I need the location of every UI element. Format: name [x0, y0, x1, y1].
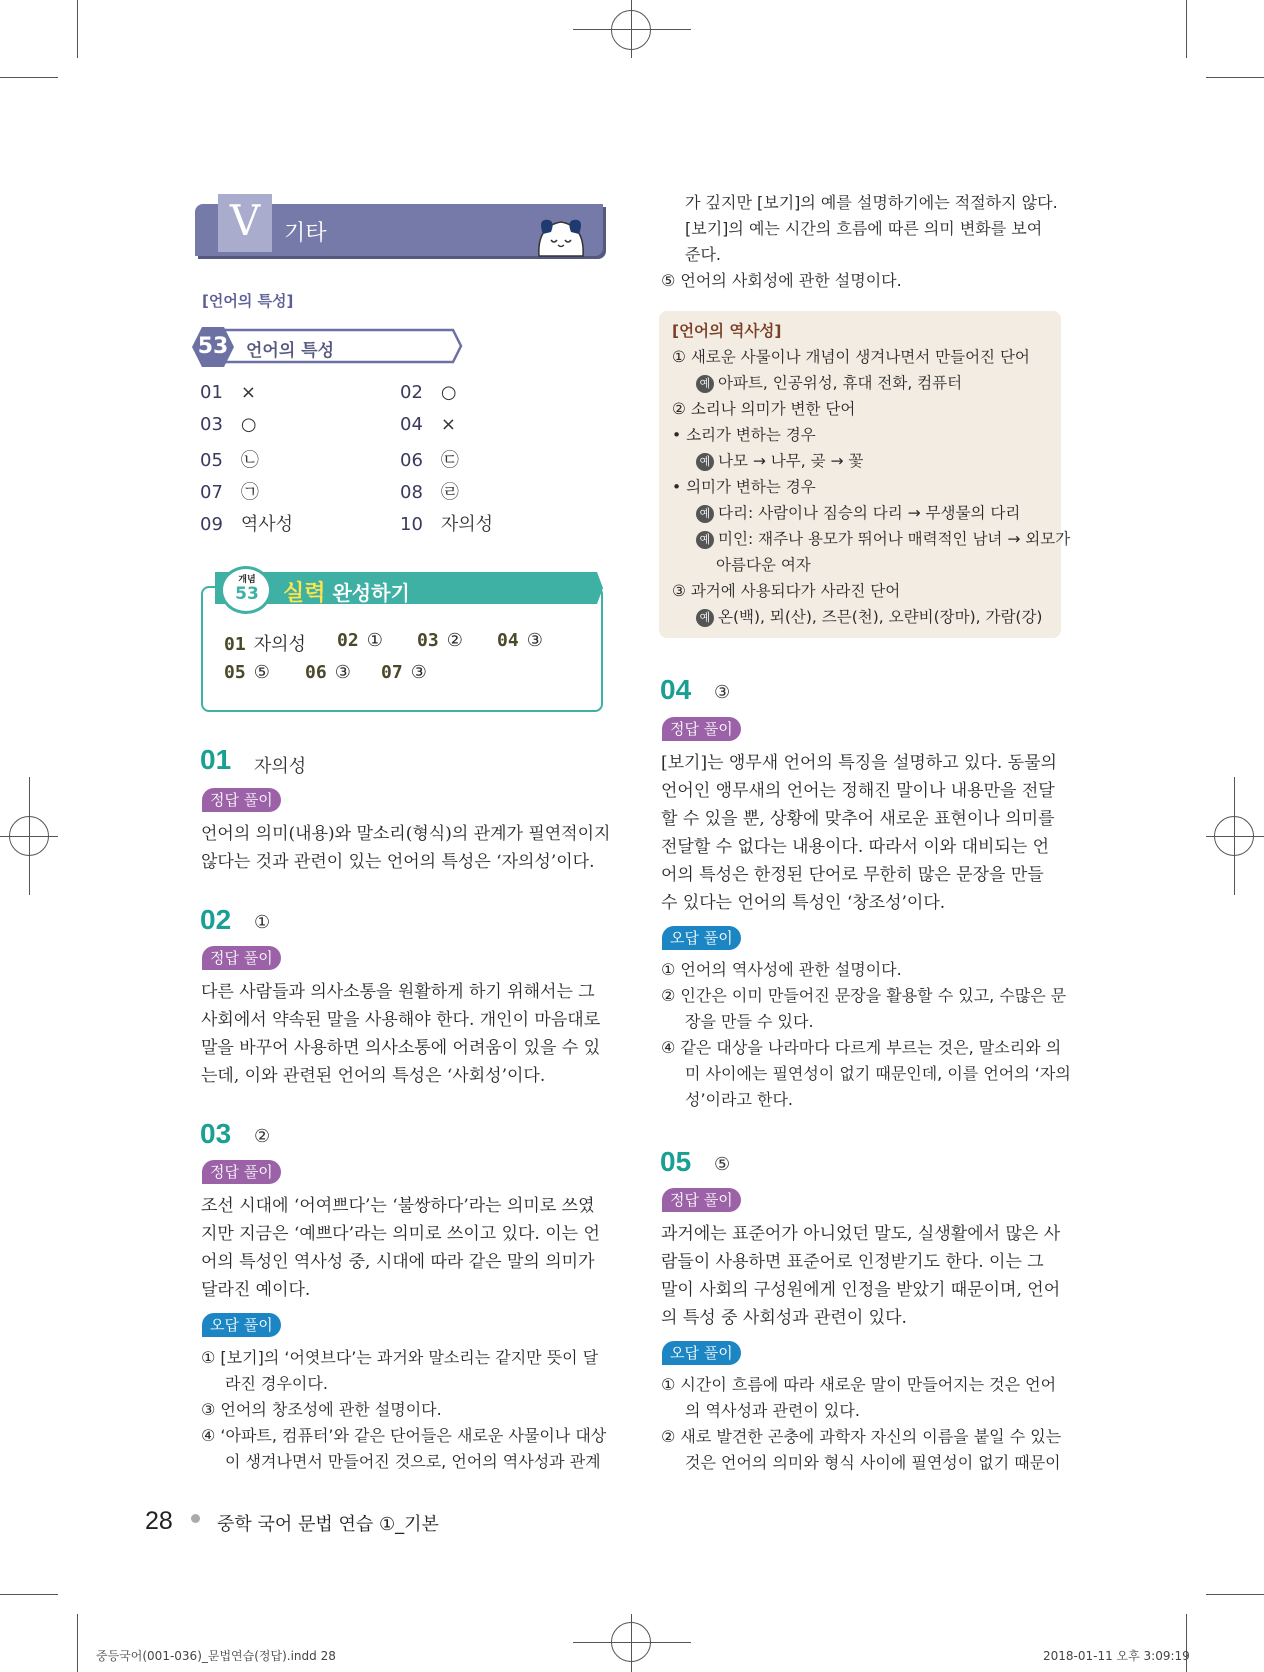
text-line: 어의 특성인 역사성 중, 시대에 따라 같은 말의 의미가 [201, 1252, 595, 1272]
text-line: ⑤ 언어의 사회성에 관한 설명이다. [661, 271, 902, 290]
question-answer: 자의성 [254, 756, 307, 777]
question-number: 03 [200, 1118, 232, 1149]
text-line: ④ ‘아파트, 컴퓨터’와 같은 단어들은 새로운 사물이나 대상 [201, 1426, 607, 1445]
info-line: ② 소리나 의미가 변한 단어 [672, 400, 856, 418]
text-line: 언어의 의미(내용)와 말소리(형식)의 관계가 필연적이지 [201, 824, 611, 844]
answer-number: 01 [200, 382, 223, 403]
answer-number: 04 [400, 414, 423, 435]
example-mark-icon: 예 [696, 609, 714, 627]
question-answer: ① [254, 912, 271, 933]
footer-bullet [191, 1514, 200, 1523]
example-mark-icon: 예 [696, 531, 714, 549]
answer-item [200, 510, 293, 536]
text-line: ① 시간이 흐름에 따라 새로운 말이 만들어지는 것은 언어 [661, 1375, 1057, 1394]
practice-answer-number: 01 [224, 634, 246, 655]
practice-title [283, 576, 410, 607]
text-line: 전달할 수 없다는 내용이다. 따라서 이와 대비되는 언 [661, 837, 1050, 857]
text-line: 가 깊지만 [보기]의 예를 설명하기에는 적절하지 않다. [685, 193, 1058, 212]
question-answer: ⑤ [714, 1154, 731, 1175]
answer-value: 역사성 [240, 514, 294, 535]
info-line: 아름다운 여자 [716, 556, 811, 574]
correct-explanation [201, 978, 600, 1090]
wrong-explanation-label: 오답 풀이 [662, 926, 741, 950]
chapter-title: 기타 [284, 221, 327, 246]
registration-circle [611, 10, 651, 50]
correct-explanation [201, 1192, 600, 1304]
answer-value: × [440, 414, 456, 435]
answer-value: ㉠ [240, 482, 259, 503]
text-line: 말을 바꾸어 사용하면 의사소통에 어려움이 있을 수 있 [201, 1038, 601, 1058]
answer-number: 09 [200, 514, 223, 535]
text-line: 다른 사람들과 의사소통을 원활하게 하기 위해서는 그 [201, 982, 595, 1002]
text-line: 언어인 앵무새의 언어는 정해진 말이나 내용만을 전달 [661, 781, 1055, 801]
answer-number: 08 [400, 482, 423, 503]
practice-answer-value: ③ [334, 662, 351, 683]
info-line: ① 새로운 사물이나 개념이 생겨나면서 만들어진 단어 [672, 348, 1030, 366]
answer-item [200, 478, 259, 504]
practice-answer-value: ③ [410, 662, 427, 683]
correct-explanation-label: 정답 풀이 [662, 717, 741, 741]
answer-value: ○ [240, 414, 257, 435]
text-line: 장을 만들 수 있다. [685, 1012, 814, 1031]
question-number: 02 [200, 904, 232, 935]
crop-mark [77, 1614, 78, 1672]
wrong-explanation-continued [661, 190, 1058, 294]
crop-mark [1186, 0, 1187, 58]
text-line: 달라진 예이다. [201, 1280, 311, 1300]
text-line: 조선 시대에 ‘어여쁘다’는 ‘불쌍하다’라는 의미로 쓰였 [201, 1196, 595, 1216]
practice-answer-value: ③ [526, 630, 543, 651]
info-line [672, 604, 1070, 630]
text-line: 할 수 있을 뿐, 상황에 맞추어 새로운 표현이나 의미를 [661, 809, 1055, 829]
answer-item [400, 478, 459, 504]
practice-answer-item [381, 662, 427, 683]
practice-answer-item [224, 662, 270, 683]
text-line: 것은 언어의 의미와 형식 사이에 필연성이 없기 때문이 [685, 1453, 1061, 1472]
text-line: 어의 특성은 한정된 단어로 무한히 많은 문장을 만들 [661, 865, 1044, 885]
practice-answer-value: 자의성 [253, 634, 306, 655]
text-line: 과거에는 표준어가 아니었던 말도, 실생활에서 많은 사 [661, 1224, 1061, 1244]
info-line-text: 아파트, 인공위성, 휴대 전화, 컴퓨터 [718, 374, 963, 392]
correct-explanation-label: 정답 풀이 [662, 1188, 741, 1212]
answer-value: ㉢ [440, 450, 459, 471]
mascot-icon [533, 212, 589, 258]
answer-number: 06 [400, 450, 423, 471]
correct-explanation-label: 정답 풀이 [202, 946, 281, 970]
registration-circle [1214, 816, 1254, 856]
crop-mark [1206, 1594, 1264, 1595]
text-line: 성’이라고 한다. [685, 1090, 793, 1109]
concept-title: 언어의 특성 [246, 341, 335, 361]
correct-explanation [661, 1220, 1060, 1332]
answer-item [400, 446, 459, 472]
practice-answer-number: 03 [417, 630, 439, 651]
info-box-content [672, 318, 1070, 630]
wrong-explanation [661, 957, 1071, 1113]
wrong-explanation [201, 1345, 606, 1475]
text-line: 않다는 것과 관련이 있는 언어의 특성은 ‘자의성’이다. [201, 852, 595, 872]
text-line: 라진 경우이다. [225, 1374, 328, 1393]
practice-answer-number: 04 [497, 630, 519, 651]
answer-value: 자의성 [440, 514, 494, 535]
answer-number: 03 [200, 414, 223, 435]
info-line [672, 448, 1070, 474]
practice-answer-number: 06 [305, 662, 327, 683]
text-line: 의 특성 중 사회성과 관련이 있다. [661, 1308, 907, 1328]
section-tag: [언어의 특성] [202, 292, 294, 310]
info-line: • 의미가 변하는 경우 [672, 478, 816, 496]
correct-explanation-label: 정답 풀이 [202, 1160, 281, 1184]
text-line: 지만 지금은 ‘예쁘다’라는 의미로 쓰이고 있다. 이는 언 [201, 1224, 600, 1244]
page-number: 28 [145, 1507, 173, 1535]
info-box-title: [언어의 역사성] [672, 322, 782, 340]
practice-answer-item [305, 662, 351, 683]
practice-answer-number: 02 [337, 630, 359, 651]
text-line: 는데, 이와 관련된 언어의 특성은 ‘사회성’이다. [201, 1066, 546, 1086]
practice-answer-value: ① [366, 630, 383, 651]
info-line: • 소리가 변하는 경우 [672, 426, 816, 444]
answer-number: 10 [400, 514, 423, 535]
practice-title-highlight: 실력 [283, 581, 326, 606]
answer-item [200, 414, 257, 435]
print-slug-file: 중등국어(001-036)_문법연습(정답).indd 28 [96, 1649, 336, 1663]
practice-title-rest: 완성하기 [332, 581, 410, 605]
question-answer: ② [254, 1126, 271, 1147]
practice-answer-number: 05 [224, 662, 246, 683]
registration-circle [9, 816, 49, 856]
text-line: 수 있다는 언어의 특성인 ‘창조성’이다. [661, 893, 946, 913]
answer-item [400, 510, 493, 536]
text-line: ② 인간은 이미 만들어진 문장을 활용할 수 있고, 수많은 문 [661, 986, 1067, 1005]
practice-answer-item [337, 630, 383, 651]
crop-mark [77, 0, 78, 58]
crop-mark [0, 77, 58, 78]
answer-item [400, 382, 457, 403]
info-line-text: 미인: 재주나 용모가 뛰어나 매력적인 남녀 → 외모가 [718, 530, 1071, 548]
question-answer: ③ [714, 682, 731, 703]
question-number: 04 [660, 674, 692, 705]
info-line [672, 370, 1070, 396]
info-line-text: 다리: 사람이나 짐승의 다리 → 무생물의 다리 [718, 504, 1021, 522]
text-line: ③ 언어의 창조성에 관한 설명이다. [201, 1400, 442, 1419]
practice-answer-value: ⑤ [253, 662, 270, 683]
answer-item [200, 446, 259, 472]
answer-value: ㉡ [240, 450, 259, 471]
example-mark-icon: 예 [696, 505, 714, 523]
text-line: 의 역사성과 관련이 있다. [685, 1401, 860, 1420]
info-line: ③ 과거에 사용되다가 사라진 단어 [672, 582, 901, 600]
text-line: 준다. [685, 245, 721, 264]
crop-mark [0, 1594, 58, 1595]
text-line: [보기]는 앵무새 언어의 특징을 설명하고 있다. 동물의 [661, 753, 1057, 773]
answer-item [200, 382, 256, 403]
chapter-roman: V [229, 196, 261, 245]
wrong-explanation-label: 오답 풀이 [202, 1313, 281, 1337]
info-line-text: 나모 → 나무, 곶 → 꽃 [718, 452, 864, 470]
text-line: 이 생겨나면서 만들어진 것으로, 언어의 역사성과 관계 [225, 1452, 601, 1471]
text-line: ① 언어의 역사성에 관한 설명이다. [661, 960, 902, 979]
crop-mark [1206, 77, 1264, 78]
correct-explanation-label: 정답 풀이 [202, 788, 281, 812]
practice-answer-item [497, 630, 543, 651]
practice-answer-value: ② [446, 630, 463, 651]
text-line: ② 새로 발견한 곤충에 과학자 자신의 이름을 붙일 수 있는 [661, 1427, 1062, 1446]
practice-answer-item [417, 630, 463, 651]
answer-value: × [240, 382, 256, 403]
registration-circle [611, 1622, 651, 1662]
text-line: 사회에서 약속된 말을 사용해야 한다. 개인이 마음대로 [201, 1010, 601, 1030]
answer-number: 07 [200, 482, 223, 503]
book-title: 중학 국어 문법 연습 ①_기본 [217, 1514, 439, 1535]
wrong-explanation [661, 1372, 1061, 1476]
answer-number: 02 [400, 382, 423, 403]
text-line: [보기]의 예는 시간의 흐름에 따른 의미 변화를 보여 [685, 219, 1043, 238]
correct-explanation [201, 820, 610, 876]
info-line-text: 온(백), 뫼(산), 즈믄(천), 오랸비(장마), 가람(강) [718, 608, 1043, 626]
print-slug-date: 2018-01-11 오후 3:09:19 [1043, 1649, 1190, 1663]
answer-value: ○ [440, 382, 457, 403]
example-mark-icon: 예 [696, 375, 714, 393]
text-line: 미 사이에는 필연성이 없기 때문인데, 이를 언어의 ‘자의 [685, 1064, 1071, 1083]
wrong-explanation-label: 오답 풀이 [662, 1341, 741, 1365]
question-number: 01 [200, 744, 232, 775]
correct-explanation [661, 749, 1057, 917]
text-line: ④ 같은 대상을 나라마다 다르게 부르는 것은, 말소리와 의 [661, 1038, 1062, 1057]
answer-value: ㉣ [440, 482, 459, 503]
question-number: 05 [660, 1146, 692, 1177]
text-line: ① [보기]의 ‘어엿브다’는 과거와 말소리는 같지만 뜻이 달 [201, 1348, 599, 1367]
concept-number: 53 [197, 334, 229, 359]
practice-badge-number: 53 [235, 584, 259, 604]
answer-number: 05 [200, 450, 223, 471]
answer-item [400, 414, 456, 435]
text-line: 람들이 사용하면 표준어로 인정받기도 한다. 이는 그 [661, 1252, 1044, 1272]
info-line [672, 500, 1070, 526]
info-line [672, 526, 1070, 552]
practice-answer-number: 07 [381, 662, 403, 683]
text-line: 말이 사회의 구성원에게 인정을 받았기 때문이며, 언어 [661, 1280, 1061, 1300]
example-mark-icon: 예 [696, 453, 714, 471]
practice-badge-label: 개념 [238, 575, 256, 585]
practice-answer-item [224, 630, 306, 656]
